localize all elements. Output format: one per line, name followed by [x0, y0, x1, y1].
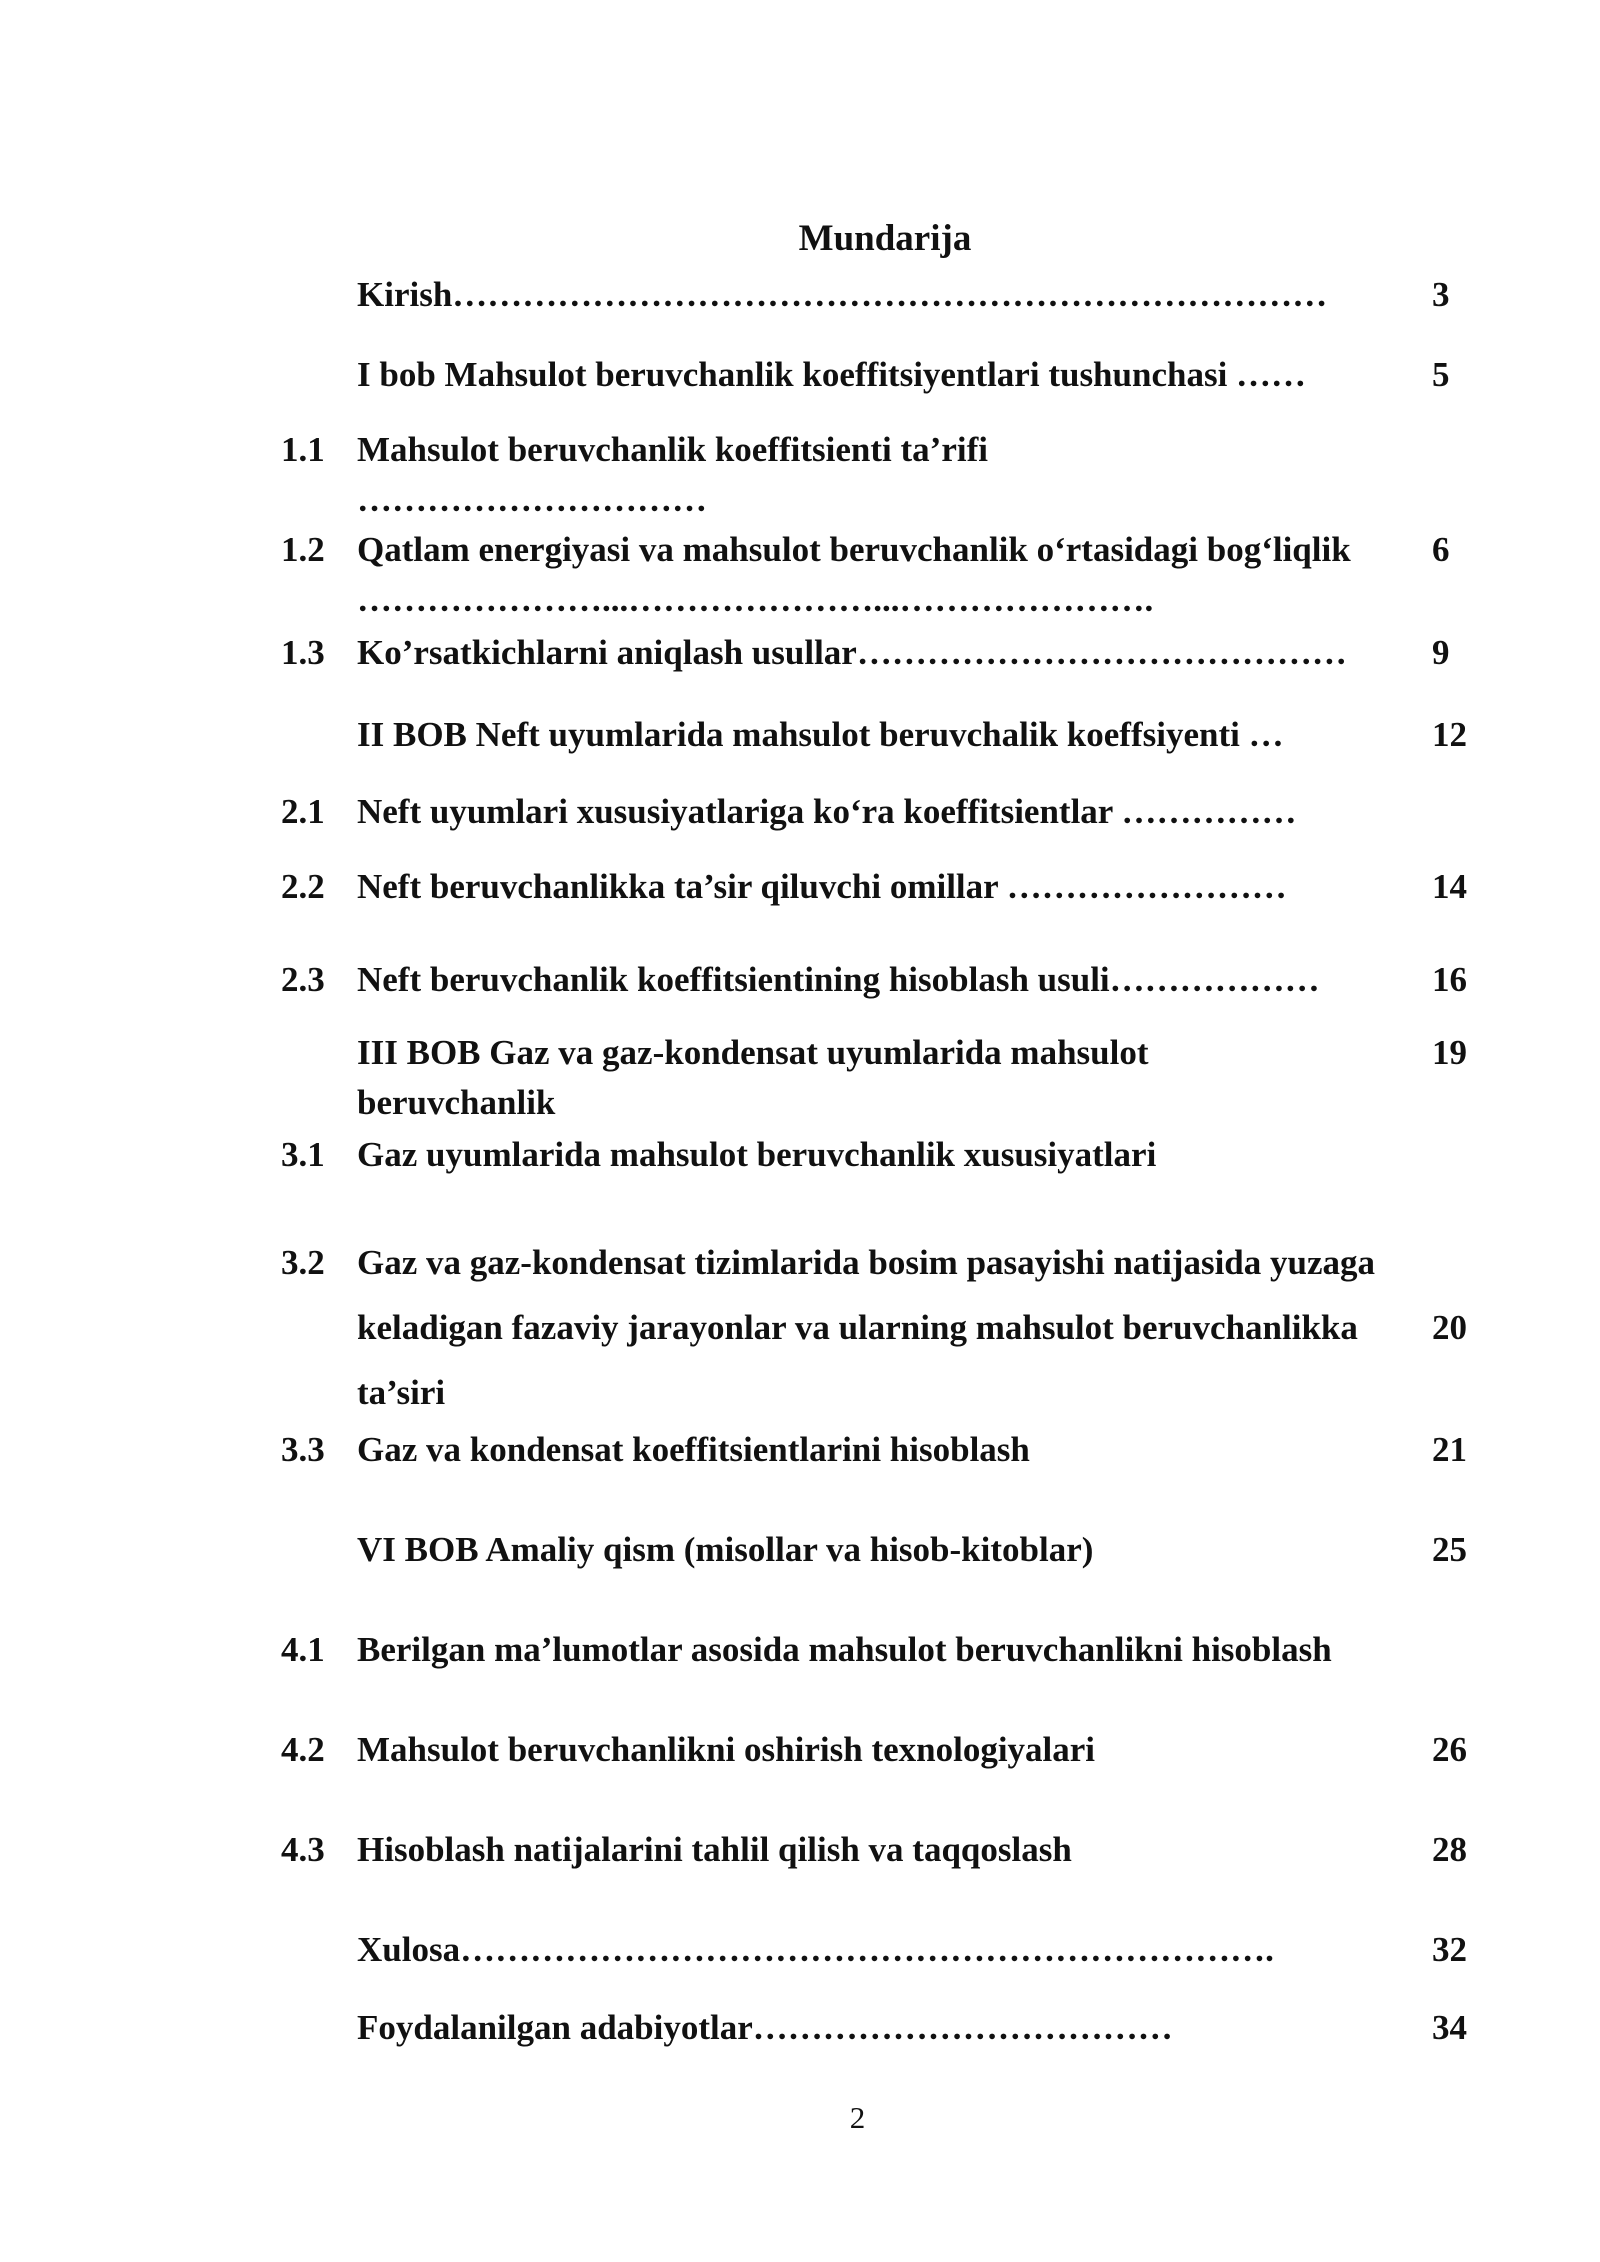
toc-entry-number: 1.1	[281, 430, 325, 469]
toc-entry-number: 4.2	[281, 1730, 325, 1769]
toc-entry-page: 28	[1432, 1830, 1467, 1869]
page-number-footer: 2	[849, 2100, 866, 2135]
toc-entry-page: 20	[1432, 1308, 1467, 1347]
toc-entry-title: Gaz uyumlarida mahsulot beruvchanlik xususiyatlari	[357, 1135, 1157, 1174]
toc-entry-number: 3.3	[281, 1430, 325, 1469]
toc-entry-number: 4.3	[281, 1830, 325, 1869]
toc-entry-page: 16	[1432, 960, 1467, 999]
toc-entry-number: 3.1	[281, 1135, 325, 1174]
page-title: Mundarija	[798, 218, 972, 259]
toc-entry-title: Gaz va kondensat koeffitsientlarini hisoblash	[357, 1430, 1030, 1469]
toc-entry-title: Neft beruvchanlikka ta’sir qiluvchi omillar ……………………	[357, 867, 1287, 906]
toc-entry-title: Neft uyumlari xususiyatlariga koʻra koeffitsientlar ……………	[357, 792, 1297, 831]
toc-entry-number: 3.2	[281, 1243, 325, 1282]
toc-entry-title: VI BOB Amaliy qism (misollar va hisob-kitoblar)	[357, 1530, 1094, 1569]
toc-entry-number: 1.2	[281, 530, 325, 569]
toc-entry-page: 32	[1432, 1930, 1467, 1969]
toc-entry-title: Qatlam energiyasi va mahsulot beruvchanlik oʻrtasidagi bogʻliqlik …………………...…………………...………………….	[357, 530, 1351, 619]
toc-entry-page: 25	[1432, 1530, 1467, 1569]
toc-entry-page: 26	[1432, 1730, 1467, 1769]
toc-entry-number: 1.3	[281, 633, 325, 672]
toc-entry-page: 6	[1432, 530, 1450, 569]
toc-entry-title: Mahsulot beruvchanlik koeffitsienti ta’rifi …………………………	[357, 430, 988, 519]
toc-entry-number: 4.1	[281, 1630, 325, 1669]
toc-entry-page: 3	[1432, 275, 1450, 314]
toc-entry-title: Xulosa…………………………………………………………….	[357, 1930, 1274, 1969]
toc-entry-page: 14	[1432, 867, 1467, 906]
toc-entry-number: 2.3	[281, 960, 325, 999]
toc-entry-page: 12	[1432, 715, 1467, 754]
toc-entry-page: 21	[1432, 1430, 1467, 1469]
toc-entry-page: 5	[1432, 355, 1450, 394]
toc-entry-title: Mahsulot beruvchanlikni oshirish texnologiyalari	[357, 1730, 1096, 1769]
toc-entry-title: Hisoblash natijalarini tahlil qilish va taqqoslash	[357, 1830, 1072, 1869]
toc-entry-title: Foydalanilgan adabiyotlar………………………………	[357, 2008, 1173, 2047]
toc-entry-title: Kirish…………………………………………………………………	[357, 275, 1328, 314]
toc-entry-number: 2.1	[281, 792, 325, 831]
toc-entry-page: 19	[1432, 1033, 1467, 1072]
toc-entry-title: Neft beruvchanlik koeffitsientining hisoblash usuli………………	[357, 960, 1320, 999]
toc-entry-page: 34	[1432, 2008, 1467, 2047]
toc-entry-title: Gaz va gaz-kondensat tizimlarida bosim pasayishi natijasida yuzaga keladigan fazaviy jarayonlar va ularning mahsulot beruvchanlikka ta’siri	[357, 1243, 1376, 1412]
toc-entry-page: 9	[1432, 633, 1450, 672]
toc-entry-number: 2.2	[281, 867, 325, 906]
toc-entry-title: I bob Mahsulot beruvchanlik koeffitsiyentlari tushunchasi ……	[357, 355, 1307, 394]
toc-entry-title: Ko’rsatkichlarni aniqlash usullar……………………………………	[357, 633, 1347, 672]
toc-entry-title: II BOB Neft uyumlarida mahsulot beruvchalik koeffsiyenti …	[357, 715, 1284, 754]
toc-entry-title: III BOB Gaz va gaz-kondensat uyumlarida mahsulot beruvchanlik	[357, 1033, 1149, 1122]
toc-entry-title: Berilgan ma’lumotlar asosida mahsulot beruvchanlikni hisoblash	[357, 1630, 1332, 1669]
